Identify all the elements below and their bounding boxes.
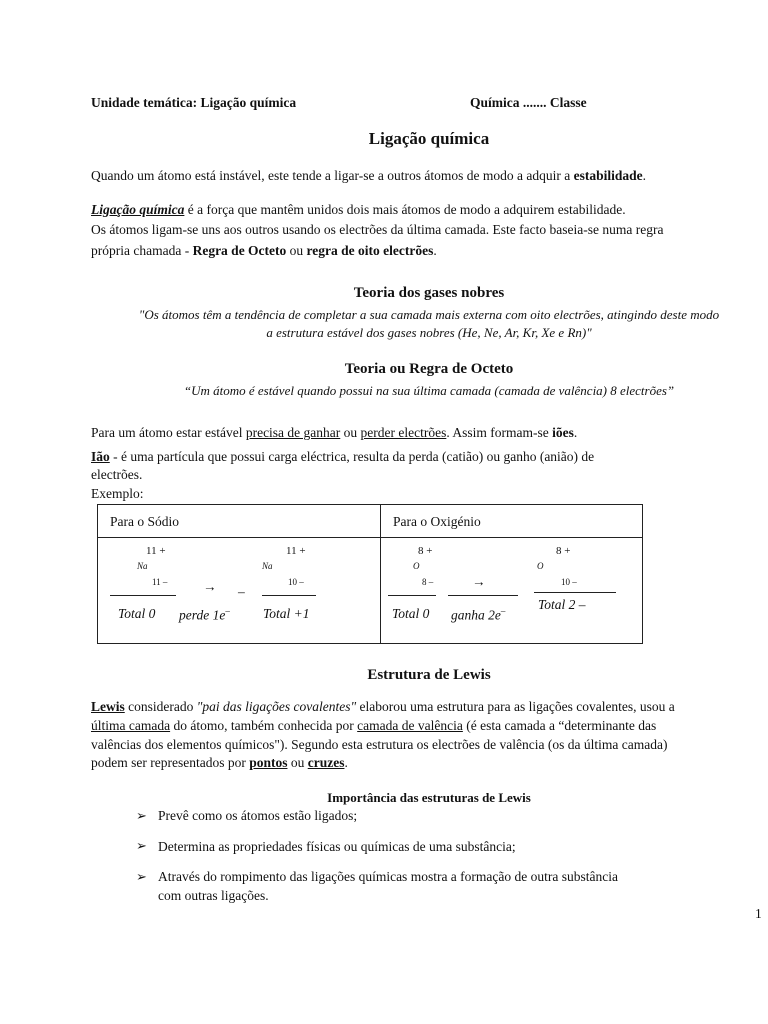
noble-gases-quote-line1: "Os átomos têm a tendência de completar a sua camada mais externa com oito electrões, atingindo deste modo [138, 307, 720, 322]
unit-label: Unidade temática: Ligação química [91, 95, 297, 110]
na-symbol-right: Na [262, 561, 273, 571]
na-shell-left: 11 – [152, 577, 168, 587]
class-label: Química ....... Classe [470, 95, 587, 110]
na-charge-right: 11 + [286, 545, 306, 557]
definition-line3 [91, 243, 437, 259]
def-l3-c: ou [286, 243, 307, 258]
na-action [179, 606, 230, 624]
na-total-left: Total 0 [118, 606, 156, 621]
def-l3-a: própria chamada - [91, 243, 193, 258]
lewis-heading: Estrutura de Lewis [367, 667, 491, 683]
intro-bold-word: estabilidade [573, 168, 643, 183]
lewis-line1 [91, 699, 761, 715]
bullet-arrow-icon: ➢ [136, 869, 147, 884]
o-symbol-left: O [413, 561, 420, 571]
ion-term: Ião [91, 449, 110, 464]
valence-layer: camada de valência [357, 718, 463, 733]
bullet-1: Prevê como os átomos estão ligados; [158, 808, 358, 823]
intro-text: Quando um átomo está instável, este tende a ligar-se a outros átomos de modo a adquir a [91, 168, 574, 183]
lewis-l2-b: do átomo, também conhecida por [170, 718, 358, 733]
sodium-header: Para o Sódio [110, 514, 179, 529]
ions-e: . Assim formam-se [446, 425, 553, 440]
bullet-2: Determina as propriedades físicas ou químicas de uma substância; [158, 839, 516, 854]
na-line-right [262, 595, 316, 596]
ions-gain: precisa de ganhar [245, 425, 341, 440]
o-arrow: → [472, 574, 486, 589]
ion-definition-line2: electrões. [91, 467, 143, 482]
noble-gases-heading: Teoria dos gases nobres [353, 285, 505, 301]
lewis-line4 [91, 755, 348, 771]
bullet-arrow-icon: ➢ [136, 838, 147, 853]
o-shell-right: 10 – [561, 577, 577, 587]
rule-of-octet: Regra de Octeto [192, 243, 287, 258]
bullet-3-continuation: com outras ligações. [158, 888, 269, 903]
na-line-left [110, 595, 176, 596]
ions-word: iões [552, 425, 574, 440]
o-symbol-right: O [537, 561, 544, 571]
na-arrow: → [203, 579, 217, 594]
ions-paragraph [91, 425, 577, 441]
lewis-line3: valências dos elementos químicos"). Segundo esta estrutura os electrões de valência (os da última camada) [91, 737, 668, 752]
ion-definition-line1 [91, 449, 681, 465]
lewis-l4-a: podem ser representados por [91, 755, 250, 770]
na-symbol-left: Na [137, 561, 148, 571]
crosses-word: cruzes [307, 755, 345, 770]
rule-of-eight: regra de oito electrões [306, 243, 434, 258]
example-label: Exemplo: [91, 486, 144, 501]
na-dash: – [238, 584, 245, 599]
o-shell-left: 8 – [422, 577, 434, 587]
o-total-right: Total 2 – [538, 597, 586, 612]
lewis-l2-d: (é esta camada a “determinante das [462, 718, 657, 733]
na-action-sup: – [225, 606, 230, 616]
definition-term: Ligação química [91, 202, 185, 217]
o-line-right [534, 592, 616, 593]
lewis-l1-b: considerado [124, 699, 197, 714]
page-title: Ligação química [368, 129, 490, 148]
na-shell-right: 10 – [288, 577, 304, 587]
noble-gases-quote-line2: a estrutura estável dos gases nobres (He, Ne, Ar, Kr, Xe e Rn)" [266, 325, 592, 340]
oxygen-header: Para o Oxigénio [393, 514, 481, 529]
na-total-right: Total +1 [263, 606, 310, 621]
sodium-header-cell [98, 505, 381, 538]
ions-lose: perder electrões [360, 425, 447, 440]
o-charge-right: 8 + [556, 545, 571, 557]
lewis-l1-d: elaborou uma estrutura para as ligações covalentes, usou a [356, 699, 675, 714]
lewis-father-quote: "pai das ligações covalentes" [196, 699, 357, 714]
dots-word: pontos [249, 755, 288, 770]
def-l3-e: . [433, 243, 437, 258]
lewis-l4-e: . [344, 755, 348, 770]
ions-a: Para um átomo estar estável [91, 425, 246, 440]
intro-end: . [642, 168, 646, 183]
na-action-text: perde 1e [179, 607, 226, 623]
bullet-3: Através do rompimento das ligações químicas mostra a formação de outra substância [158, 869, 618, 884]
lewis-name: Lewis [91, 699, 125, 714]
definition-rest: é a força que mantêm unidos dois mais átomos de modo a adquirem estabilidade. [184, 202, 626, 217]
o-charge-left: 8 + [418, 545, 433, 557]
lewis-l4-c: ou [287, 755, 308, 770]
octet-quote: “Um átomo é estável quando possui na sua última camada (camada de valência) 8 electrões” [183, 383, 675, 398]
page-number: 1 [755, 906, 762, 921]
na-charge-left: 11 + [146, 545, 166, 557]
ion-def-text: - é uma partícula que possui carga eléctrica, resulta da perda (catião) ou ganho (anião) de [109, 449, 595, 464]
o-line-middle [448, 595, 518, 596]
lewis-line2 [91, 718, 656, 734]
last-layer: última camada [91, 718, 171, 733]
o-action-text: ganha 2e [451, 607, 501, 623]
o-action-sup: – [500, 606, 506, 616]
bullet-arrow-icon: ➢ [136, 808, 147, 823]
octet-heading: Teoria ou Regra de Octeto [344, 361, 514, 377]
ions-g: . [573, 425, 578, 440]
oxygen-header-cell [381, 505, 643, 538]
o-action [451, 606, 505, 624]
ions-c: ou [340, 425, 361, 440]
intro-paragraph [91, 168, 646, 184]
definition-line1 [91, 202, 626, 218]
o-total-left: Total 0 [392, 606, 430, 621]
o-line-left [388, 595, 436, 596]
definition-line2: Os átomos ligam-se uns aos outros usando os electrões da última camada. Este facto baseia-se numa regra [91, 222, 664, 237]
importance-heading: Importância das estruturas de Lewis [327, 790, 531, 805]
